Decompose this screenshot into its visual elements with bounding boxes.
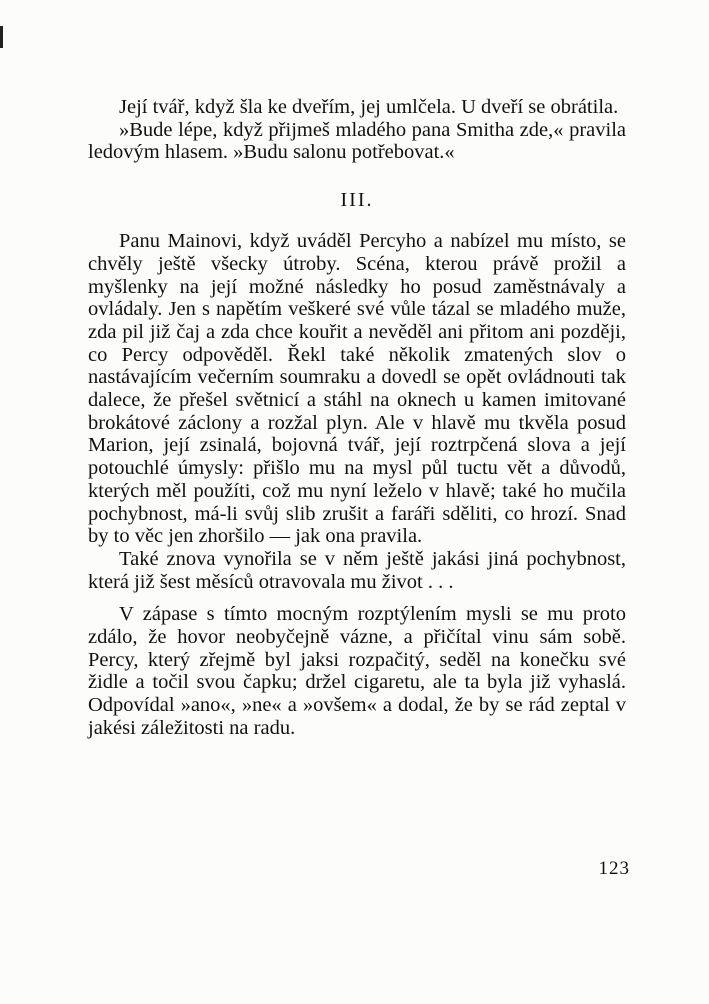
paragraph: Její tvář, když šla ke dveřím, jej umlčela. U dveří se obrátila.: [119, 96, 619, 118]
paragraph: V zápase s tímto mocným rozptýlením mysli se mu proto zdálo, že hovor neobyčejně vázne, a přičítal vinu sám sobě. Percy, který zřejmě byl jaksi rozpačitý, seděl na konečku své židle a točil svou čapku; držel cigaretu, ale ta byla již vyhaslá. Odpovídal »ano«, »ne« a »ovšem« a dodal, že by se rád zeptal v jakési záležitosti na radu.: [88, 603, 626, 739]
paragraph: Panu Mainovi, když uváděl Percyho a nabízel mu místo, se chvěly ještě všecky útroby. Scéna, kterou právě prožil a myšlenky na její možné následky ho posud zaměstnávaly a ovládaly. Jen s napětím veškeré své vůle tázal se mladého muže, zda pil již čaj a zda chce kouřit a nevěděl ani přitom ani později, co Percy odpověděl. Řekl také několik zmatených slov o nastávajícím večerním soumraku a dovedl se opět ovládnouti tak dalece, že přešel světnicí a stáhl na oknech u kamen imitované brokátové záclony a rozžal plyn. Ale v hlavě mu tkvěla posud Marion, její zsinalá, bojovná tvář, její roztrpčená slova a její potouchlé úmysly: přišlo mu na mysl půl tuctu vět a důvodů, kterých měl použíti, což mu nyní leželo v hlavě; také ho mučila pochybnost, má-li svůj slib zrušit a faráři sděliti, co hrozí. Snad by to věc jen zhoršilo — jak ona pravila.: [88, 230, 626, 548]
paragraph: Také znova vynořila se v něm ještě jakási jiná pochybnost, která již šest měsíců otravovala mu život . . .: [88, 547, 626, 593]
page-edge-mark: [0, 26, 3, 48]
body-text: [88, 96, 626, 740]
page-number: 123: [598, 858, 630, 879]
section-heading: III.: [340, 189, 374, 212]
paragraph: »Bude lépe, když přijmeš mladého pana Smitha zde,« pravila ledovým hlasem. »Budu salonu potřebovat.«: [88, 118, 626, 164]
